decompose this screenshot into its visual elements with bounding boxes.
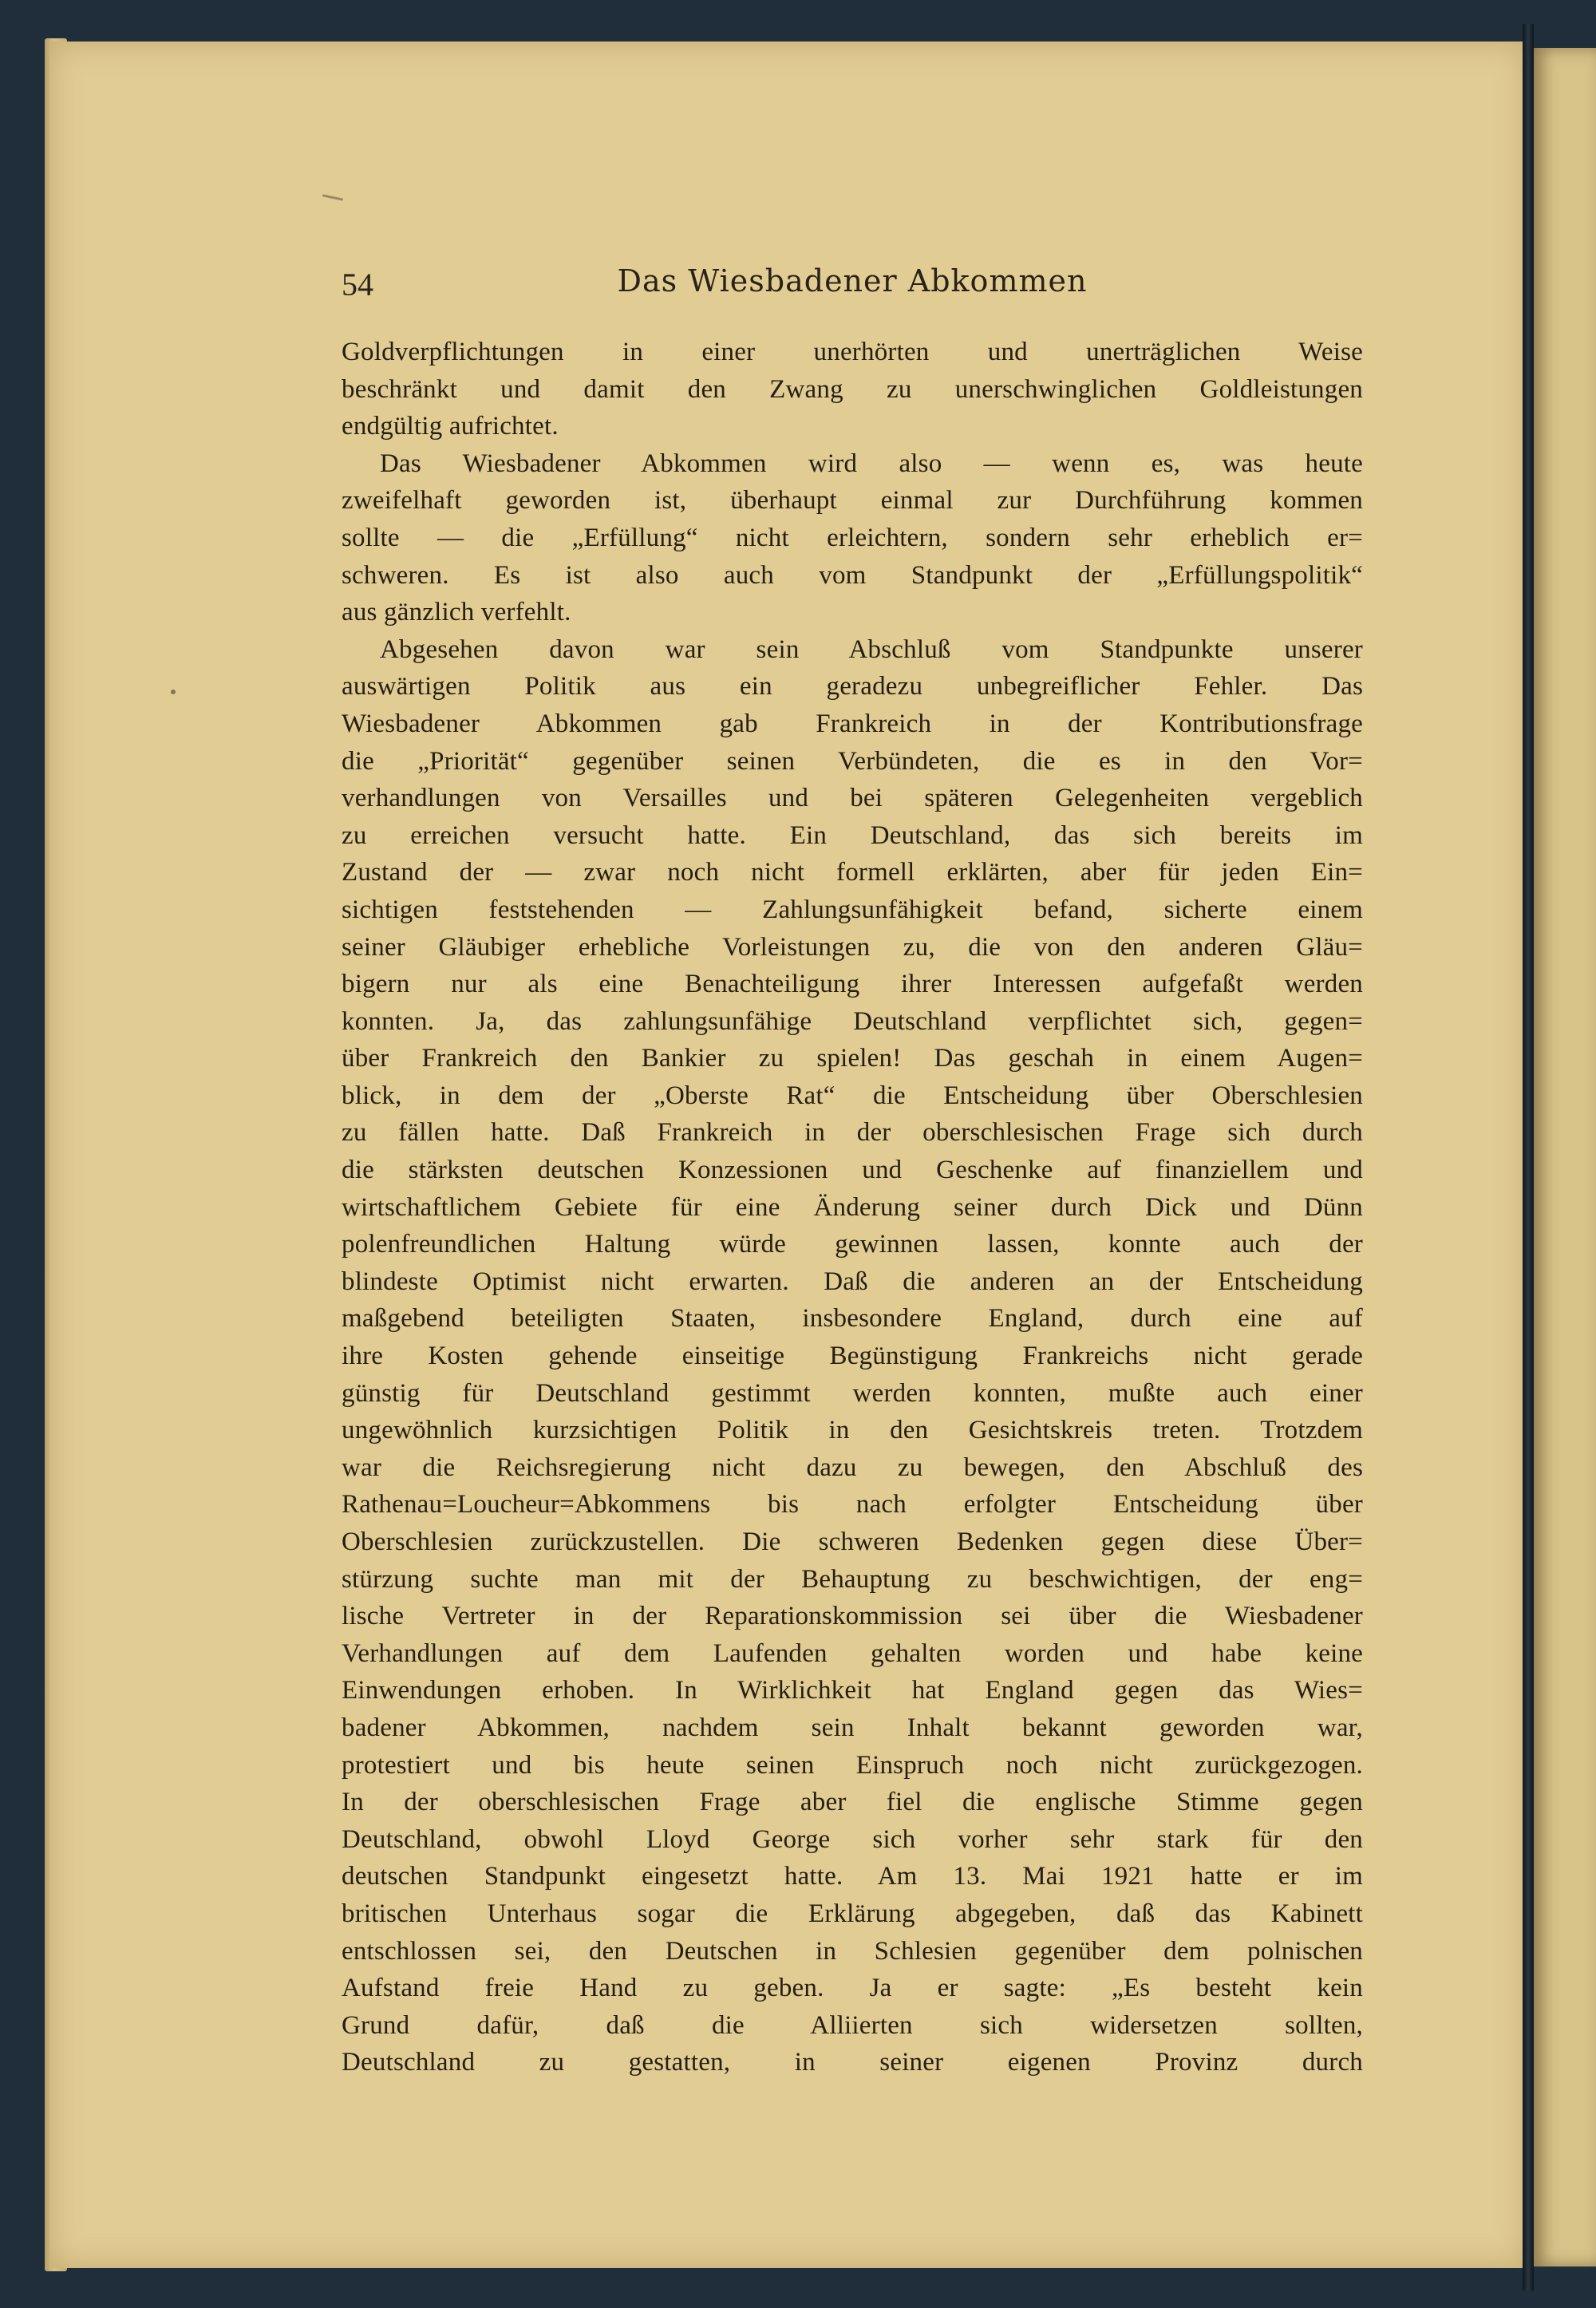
text-line: badener Abkommen, nachdem sein Inhalt bekannt geworden war,: [342, 1713, 1363, 1742]
text-line: ihre Kosten gehende einseitige Begünstigung Frankreichs nicht gerade: [342, 1342, 1363, 1371]
text-line: über Frankreich den Bankier zu spielen! Das geschah in einem Augen=: [342, 1044, 1363, 1073]
text-line: Grund dafür, daß die Alliierten sich widersetzen sollten,: [342, 2010, 1363, 2040]
book-spine: [1523, 24, 1534, 2290]
text-line: wirtschaftlichem Gebiete für eine Änderung seiner durch Dick und Dünn: [342, 1192, 1363, 1222]
text-line: Aufstand freie Hand zu geben. Ja er sagte: „Es besteht kein: [342, 1974, 1363, 2003]
text-line: auswärtigen Politik aus ein geradezu unbegreiflicher Fehler. Das: [342, 672, 1363, 701]
text-line: Einwendungen erhoben. In Wirklichkeit hat England gegen das Wies=: [342, 1676, 1363, 1705]
text-line: günstig für Deutschland gestimmt werden konnten, mußte auch einer: [342, 1378, 1363, 1408]
text-line: maßgebend beteiligten Staaten, insbesondere England, durch eine auf: [342, 1304, 1363, 1334]
text-line: Rathenau=Loucheur=Abkommens bis nach erfolgter Entscheidung über: [342, 1490, 1363, 1520]
text-line: In der oberschlesischen Frage aber fiel die englische Stimme gegen: [342, 1788, 1363, 1817]
text-line: deutschen Standpunkt eingesetzt hatte. Am 13. Mai 1921 hatte er im: [342, 1862, 1363, 1891]
text-line: bigern nur als eine Benachteiligung ihrer Interessen aufgefaßt werden: [342, 970, 1363, 999]
text-line: Das Wiesbadener Abkommen wird also — wenn es, was heute: [380, 449, 1363, 478]
text-line: zweifelhaft geworden ist, überhaupt einmal zur Durchführung kommen: [342, 486, 1363, 516]
text-line: war die Reichsregierung nicht dazu zu bewegen, den Abschluß des: [342, 1452, 1363, 1482]
text-line: sollte — die „Erfüllung“ nicht erleichtern, sondern sehr erheblich er=: [342, 523, 1363, 552]
text-line: zu erreichen versucht hatte. Ein Deutschland, das sich bereits im: [342, 820, 1363, 850]
text-line: seiner Gläubiger erhebliche Vorleistungen zu, die von den anderen Gläu=: [342, 932, 1363, 962]
text-line: lische Vertreter in der Reparationskommission sei über die Wiesbadener: [342, 1602, 1363, 1631]
text-line: protestiert und bis heute seinen Einspruch noch nicht zurückgezogen.: [342, 1750, 1363, 1780]
running-head: Das Wiesbadener Abkommen: [617, 263, 1088, 298]
body-text: [342, 334, 1363, 2081]
text-line: britischen Unterhaus sogar die Erklärung abgegeben, daß das Kabinett: [342, 1899, 1363, 1928]
text-line: Deutschland zu gestatten, in seiner eigenen Provinz durch: [342, 2048, 1363, 2077]
text-line: die stärksten deutschen Konzessionen und Geschenke auf finanziellem und: [342, 1156, 1363, 1185]
text-line: Abgesehen davon war sein Abschluß vom Standpunkte unserer: [380, 634, 1363, 664]
text-line: schweren. Es ist also auch vom Standpunkt der „Erfüllungspolitik“: [342, 560, 1363, 590]
text-line: blick, in dem der „Oberste Rat“ die Entscheidung über Oberschlesien: [342, 1081, 1363, 1110]
text-line: Zustand der — zwar noch nicht formell erklärten, aber für jeden Ein=: [342, 858, 1363, 887]
text-line: entschlossen sei, den Deutschen in Schlesien gegenüber dem polnischen: [342, 1936, 1363, 1966]
text-line: blindeste Optimist nicht erwarten. Daß die anderen an der Entscheidung: [342, 1267, 1363, 1296]
text-line: Goldverpflichtungen in einer unerhörten und unerträglichen Weise: [342, 338, 1363, 366]
text-line: aus gänzlich verfehlt.: [342, 598, 571, 627]
text-line: sichtigen feststehenden — Zahlungsunfähigkeit befand, sicherte einem: [342, 895, 1363, 924]
text-line: verhandlungen von Versailles und bei späteren Gelegenheiten vergeblich: [342, 784, 1363, 813]
text-line: Wiesbadener Abkommen gab Frankreich in der Kontributionsfrage: [342, 709, 1363, 738]
text-line: endgültig aufrichtet.: [342, 412, 559, 441]
text-line: zu fällen hatte. Daß Frankreich in der oberschlesischen Frage sich durch: [342, 1118, 1363, 1148]
text-line: Deutschland, obwohl Lloyd George sich vorher sehr stark für den: [342, 1824, 1363, 1854]
text-line: ungewöhnlich kurzsichtigen Politik in den Gesichtskreis treten. Trotzdem: [342, 1416, 1363, 1445]
text-line: Oberschlesien zurückzustellen. Die schweren Bedenken gegen diese Über=: [342, 1527, 1363, 1556]
text-line: polenfreundlichen Haltung würde gewinnen lassen, konnte auch der: [342, 1230, 1363, 1259]
text-line: die „Priorität“ gegenüber seinen Verbündeten, die es in den Vor=: [342, 746, 1363, 776]
text-line: konnten. Ja, das zahlungsunfähige Deutschland verpflichtet sich, gegen=: [342, 1006, 1363, 1036]
page-number: 54: [342, 267, 373, 302]
text-line: beschränkt und damit den Zwang zu unerschwinglichen Goldleistungen: [342, 374, 1363, 404]
stray-dot: [171, 690, 176, 694]
text-line: stürzung suchte man mit der Behauptung zu beschwichtigen, der eng=: [342, 1564, 1363, 1594]
text-line: Verhandlungen auf dem Laufenden gehalten worden und habe keine: [342, 1638, 1363, 1668]
facing-page-edge: [1534, 48, 1596, 2267]
